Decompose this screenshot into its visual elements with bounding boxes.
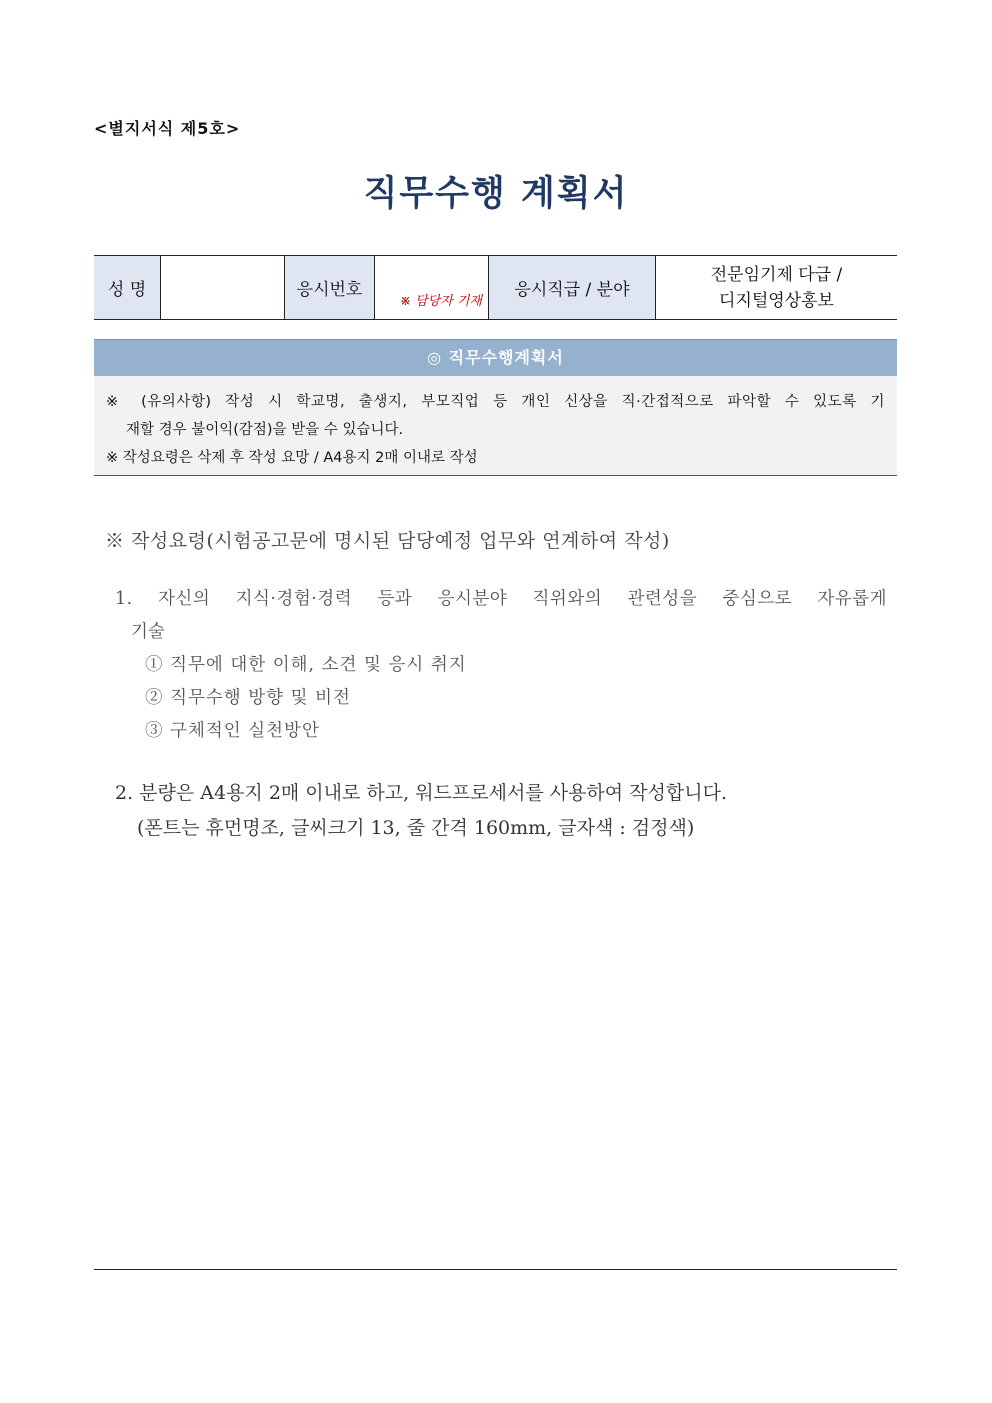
writing-guide (105, 526, 905, 846)
guide-sub-item: ① 직무에 대한 이해, 소견 및 응시 취지 (145, 655, 467, 675)
guide-item-1-line2: 기술 (131, 622, 165, 642)
guide-title: ※ 작성요령(시험공고문에 명시된 담당예정 업무와 연계하여 작성) (105, 530, 670, 552)
page-title: 직무수행 계획서 (363, 174, 629, 214)
guide-sub-item: ② 직무수행 방향 및 비전 (145, 688, 351, 708)
notice-line-2: ※ 작성요령은 삭제 후 작성 요망 / A4용지 2매 이내로 작성 (106, 450, 478, 466)
exam-number-label: 응시번호 (285, 256, 375, 320)
notice-box (94, 376, 897, 476)
guide-item-2-line2: (폰트는 휴먼명조, 글씨크기 13, 줄 간격 160mm, 글자색 : 검정색) (137, 817, 695, 839)
guide-item-1 (115, 583, 905, 649)
form-number: <별지서식 제5호> (94, 119, 241, 138)
bottom-divider (94, 1269, 897, 1270)
notice-line-1: ※ (유의사항) 작성 시 학교명, 출생지, 부모직업 등 개인 신상을 직·간접적으로 파악할 수 있도록 기 (106, 394, 885, 410)
plan-section-header: ◎ 직무수행계획서 (94, 339, 897, 376)
position-label: 응시직급 / 분야 (489, 256, 656, 320)
guide-item-2-line1: 2. 분량은 A4용지 2매 이내로 하고, 워드프로세서를 사용하여 작성합니다. (115, 782, 727, 804)
position-value-line1: 전문임기제 다급 / (710, 264, 843, 285)
guide-item-2 (115, 776, 905, 846)
exam-number-field[interactable] (375, 256, 489, 320)
guide-sub-item: ③ 구체적인 실천방안 (145, 721, 320, 741)
position-value-line2: 디지털영상홍보 (719, 290, 834, 311)
notice-line-1-cont: 재할 경우 불이익(감점)을 받을 수 있습니다. (126, 422, 404, 438)
name-label: 성 명 (94, 256, 161, 320)
guide-item-1-line1: 1. 자신의 지식·경험·경력 등과 응시분야 직위와의 관련성을 중심으로 자유롭게 (115, 589, 887, 609)
applicant-info-table (94, 255, 897, 320)
exam-number-note: ※ 담당자 기재 (400, 294, 482, 309)
name-field[interactable] (161, 256, 285, 320)
position-field (656, 256, 898, 320)
